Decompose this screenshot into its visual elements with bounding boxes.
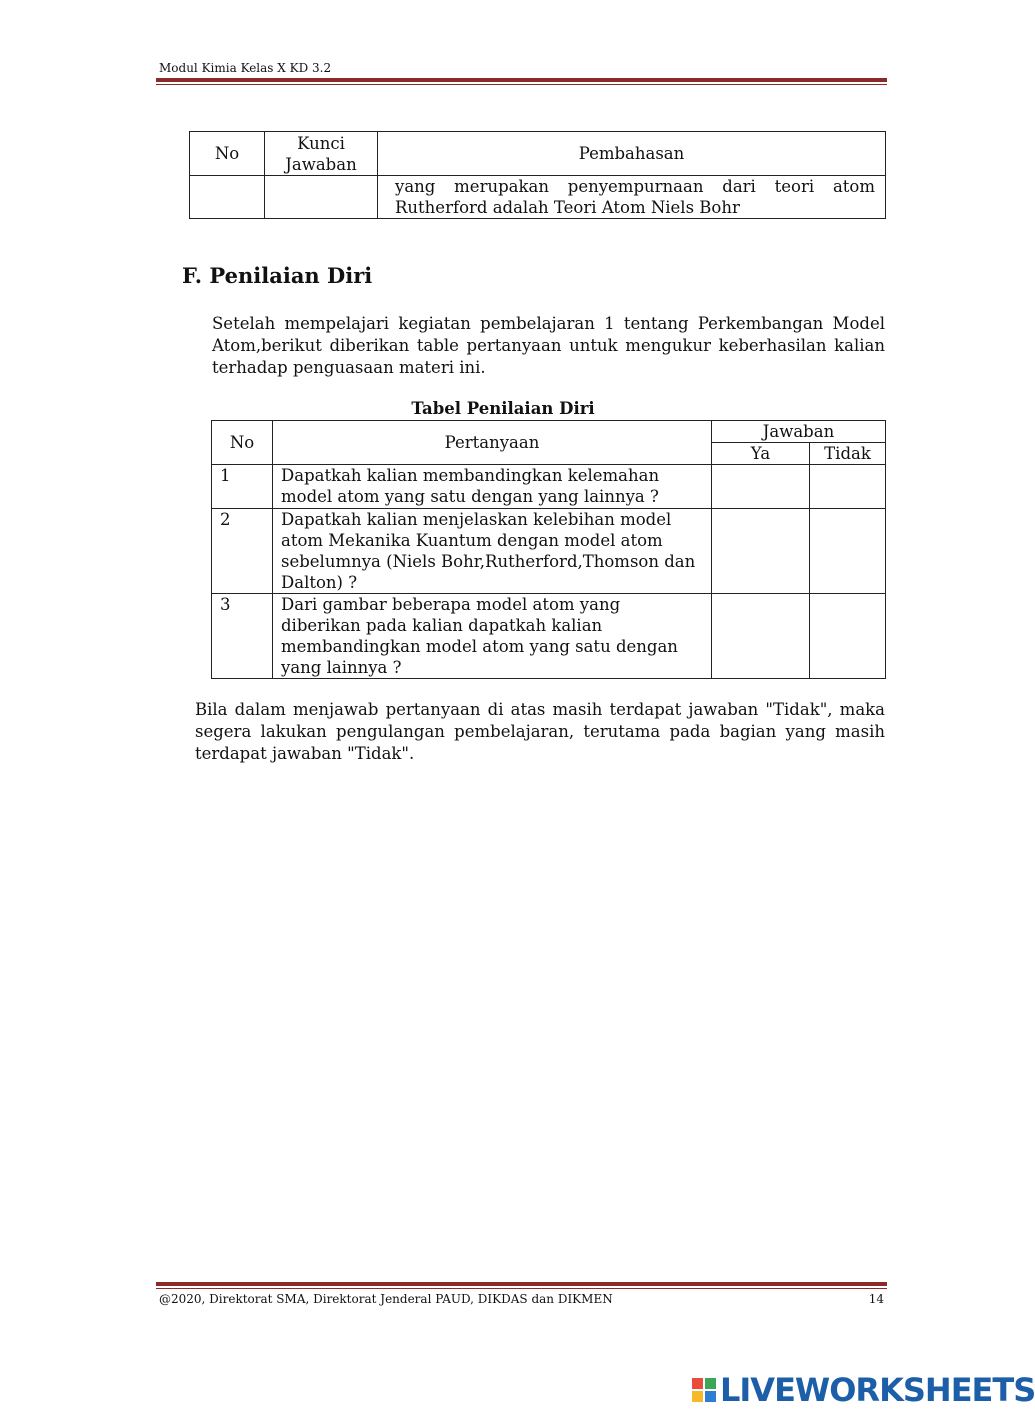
answer-table <box>189 131 886 219</box>
page-number: 14 <box>868 1292 884 1306</box>
col-tidak: Tidak <box>810 443 886 465</box>
col-jawaban: Jawaban <box>712 421 886 443</box>
answer-tidak-cell[interactable] <box>810 594 886 679</box>
col-ya: Ya <box>712 443 810 465</box>
row-question: Dari gambar beberapa model atom yang diberikan pada kalian dapatkah kalian membandingkan model atom yang satu dengan yang lainnya ? <box>273 594 712 679</box>
row-no: 3 <box>212 594 273 679</box>
footer-copyright: @2020, Direktorat SMA, Direktorat Jenderal PAUD, DIKDAS dan DIKMEN <box>159 1292 613 1306</box>
answer-ya-cell[interactable] <box>712 594 810 679</box>
table-row <box>212 594 886 679</box>
col-no: No <box>212 421 273 465</box>
col-pertanyaan: Pertanyaan <box>273 421 712 465</box>
answer-ya-cell[interactable] <box>712 465 810 509</box>
footer-rule <box>156 1282 887 1289</box>
row-question: Dapatkah kalian menjelaskan kelebihan model atom Mekanika Kuantum dengan model atom sebelumnya (Niels Bohr,Rutherford,Thomson dan Dalton) ? <box>273 509 712 594</box>
header-rule <box>156 78 887 85</box>
cell-kunci <box>265 176 378 219</box>
cell-no <box>190 176 265 219</box>
answer-tidak-cell[interactable] <box>810 465 886 509</box>
closing-paragraph: Bila dalam menjawab pertanyaan di atas masih terdapat jawaban "Tidak", maka segera lakukan pengulangan pembelajaran, terutama pada bagian yang masih terdapat jawaban "Tidak". <box>195 700 885 763</box>
table-row <box>212 509 886 594</box>
logo-text: LIVEWORKSHEETS <box>720 1371 1035 1409</box>
col-kunci: Kunci Jawaban <box>265 132 378 176</box>
answer-ya-cell[interactable] <box>712 509 810 594</box>
self-assessment-table <box>211 420 886 679</box>
col-pembahasan: Pembahasan <box>378 132 886 176</box>
running-header: Modul Kimia Kelas X KD 3.2 <box>159 61 332 75</box>
row-no: 1 <box>212 465 273 509</box>
table-row <box>212 465 886 509</box>
table-caption: Tabel Penilaian Diri <box>411 399 595 418</box>
pembahasan-line-2: Rutherford adalah Teori Atom Niels Bohr <box>395 198 740 217</box>
pembahasan-line-1: yang merupakan penyempurnaan dari teori atom <box>395 177 875 196</box>
row-question: Dapatkah kalian membandingkan kelemahan model atom yang satu dengan yang lainnya ? <box>273 465 712 509</box>
row-no: 2 <box>212 509 273 594</box>
answer-tidak-cell[interactable] <box>810 509 886 594</box>
section-title: F. Penilaian Diri <box>182 263 373 288</box>
liveworksheets-logo[interactable] <box>692 1372 1035 1408</box>
intro-paragraph: Setelah mempelajari kegiatan pembelajaran 1 tentang Perkembangan Model Atom,berikut diberikan table pertanyaan untuk mengukur keberhasilan kalian terhadap penguasaan materi ini. <box>212 314 885 377</box>
logo-grid-icon <box>692 1378 716 1402</box>
col-no: No <box>190 132 265 176</box>
